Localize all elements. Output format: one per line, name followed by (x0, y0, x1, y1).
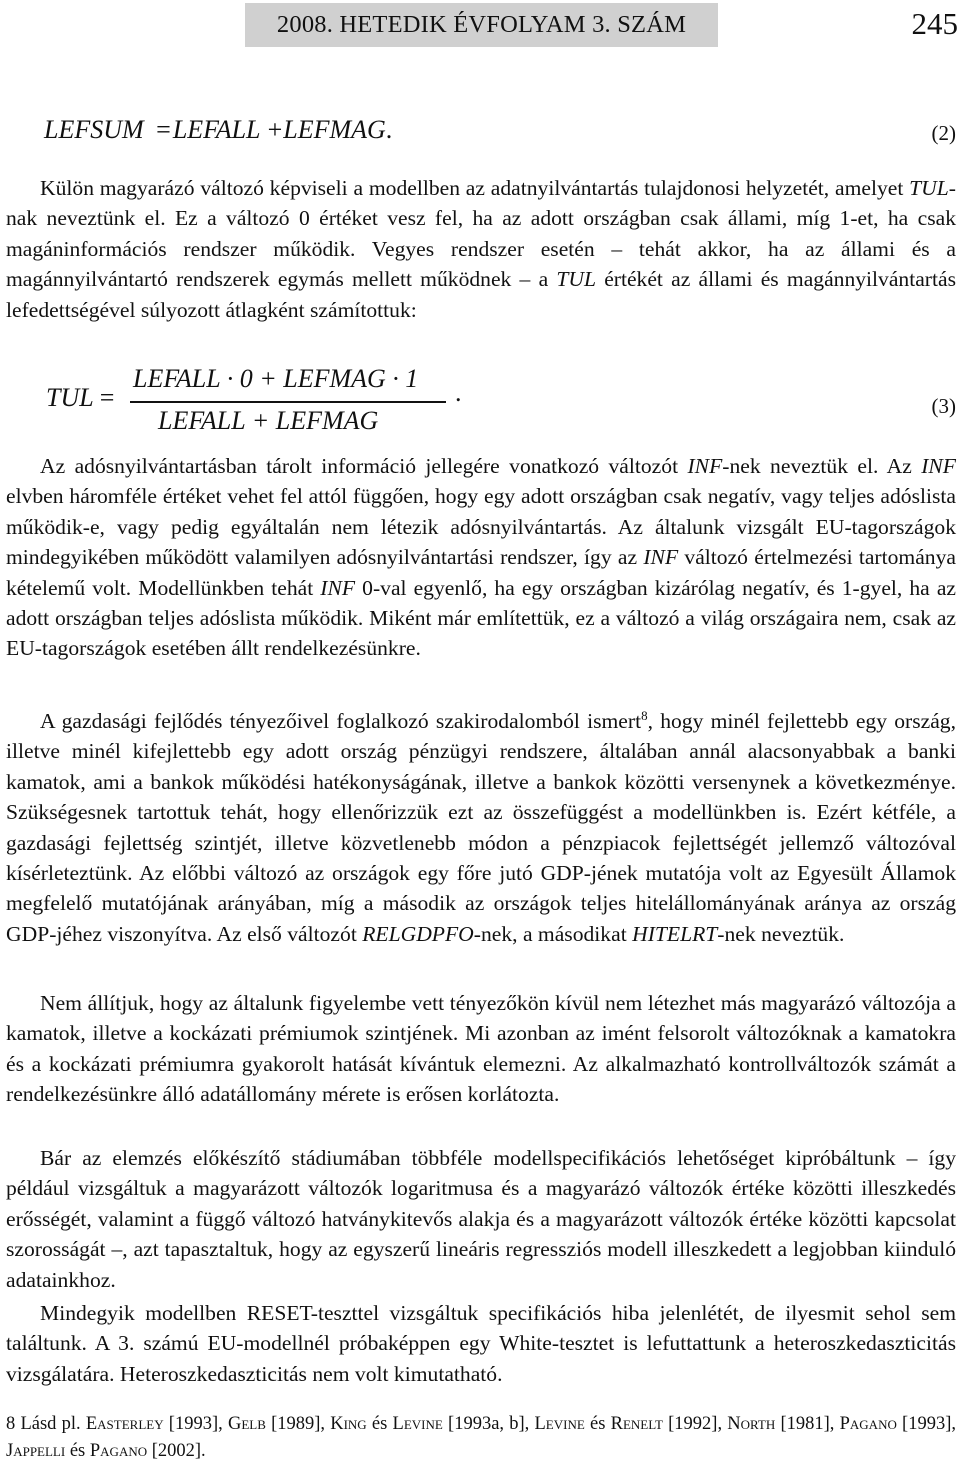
p6-text: Mindegyik modellben RESET-teszttel vizsgáltuk specifikációs hiba jelenlétét, de ilyesmit sehol sem találtunk. A 3. számú EU-modellnél próbaképpen egy White-tesztet is lefuttattunk a heteroszkedaszticitás vizsgálatára. Heteroszkedaszticitás nem volt kimutatható. (6, 1301, 956, 1386)
eq2-equals: = (156, 115, 171, 144)
footnote-reference[interactable]: 8 (641, 707, 648, 723)
p4-text: Nem állítjuk, hogy az általunk figyelembe vett tényezőkön kívül nem létezhet más magyarázó változója a kamatok, illetve a kockázati prémiumok szintjének. Mi azonban az imént felsorolt változóknak a kamatokra és a kockázati prémiumra gyakorolt hatását kívántuk elemezni. Az alkalmazható kontrollváltozók számát a rendelkezésünkre álló adatállomány mérete is erősen korlátozta. (6, 991, 956, 1107)
paragraph-other-factors (6, 988, 956, 1110)
author: Pagano (89, 1441, 148, 1461)
paragraph-information-type (6, 451, 956, 664)
eq2-term1: LEFALL (172, 115, 261, 144)
author: Levine (392, 1414, 443, 1434)
journal-issue-label: 2008. HETEDIK ÉVFOLYAM 3. SZÁM (276, 11, 687, 38)
page-number: 245 (911, 6, 958, 41)
variable-hitelrt: HITELRT (632, 921, 718, 946)
eq3-numerator: LEFALL · 0 + LEFMAG · 1 (133, 364, 419, 393)
equation-2 (0, 115, 960, 149)
p1-text-1: Külön magyarázó változó képviseli a modellben az adatnyilvántartás tulajdonosi helyzetét, amelyet (40, 176, 910, 200)
eq3-period: . (455, 378, 462, 407)
fraction-bar (130, 401, 446, 403)
equation-2-body (44, 115, 392, 145)
footnote-label: 8 Lásd pl. (6, 1414, 86, 1434)
p2-text-4: változó értelmezési tartománya kételemű volt. Modellünkben tehát (6, 545, 956, 600)
footnote-text: [2002]. (147, 1441, 206, 1461)
eq3-lhs-var: TUL (46, 383, 94, 412)
variable-relgdpfo: RELGDPFO (362, 921, 474, 946)
footnote-text: és (366, 1414, 393, 1434)
equation-3 (0, 364, 960, 440)
author: Levine (534, 1414, 585, 1434)
variable-inf: INF (643, 545, 679, 570)
paragraph-tests (6, 1298, 956, 1389)
author: Pagano (839, 1414, 897, 1434)
author: Easterley (85, 1414, 164, 1434)
variable-inf: INF (320, 575, 356, 600)
footnote-text: [1992], (662, 1414, 728, 1434)
paragraph-ownership (6, 173, 956, 325)
footnote-8 (6, 1411, 956, 1465)
eq2-plus: + (267, 115, 283, 144)
footnote-text: [1981], (775, 1414, 840, 1434)
p1-text-2: -nak neveztünk el. Ez a változó 0 értéket vesz fel, ha az adott országban csak állami, míg 1-et, ha csak magáninformációs rendszer működik. Vegyes rendszer esetén – tehát akkor, ha az állami és a magánnyilvántartó rendszerek egymás mellett működnek – a (6, 176, 956, 292)
p2-text-2: -nek neveztük el. Az (722, 454, 922, 478)
p3-text-1: A gazdasági fejlődés tényezőivel foglalkozó szakirodalomból ismert (40, 709, 642, 733)
eq2-term2: LEFMAG (283, 115, 386, 144)
author: Jappelli (6, 1441, 66, 1461)
p5-text: Bár az elemzés előkészítő stádiumában többféle modellspecifikációs lehetőséget kipróbáltunk – így például vizsgáltuk a magyarázott változók logaritmusa és a magyarázó változók értéke közötti illeszkedés erősségét, valamint a függő változó hatványkitevős alakja és a magyarázott változók értéke közötti kapcsolat szorosságát –, azt tapasztaltuk, hogy az egyszerű lineáris regressziós modell illeszkedett a legjobban kiinduló adatainkhoz. (6, 1146, 956, 1292)
running-header (245, 3, 718, 47)
footnote-text: és (584, 1414, 611, 1434)
eq3-denominator: LEFALL + LEFMAG (158, 406, 379, 435)
p2-text-5: 0-val egyenlő, ha egy országban kizárólag negatív, és 1-gyel, ha az adott országban teljes adóslista működik. Miként már említettük, ez a változó a világ országaira nem, csak az EU-tagországok esetében állt rendelkezésünkre. (6, 575, 956, 661)
variable-tul: TUL (556, 267, 596, 292)
p2-text-3: elvben háromféle értéket vehet fel attól függően, hogy egy adott országban csak negatív, vagy teljes adóslista működik-e, vagy pedig egyáltalán nem létezik adósnyilvántartás. Az általunk vizsgált EU-tagországok mindegyikében működött valamilyen adósnyilvántartási rendszer, így az (6, 484, 956, 570)
eq3-equals: = (99, 383, 115, 412)
footnote-text: és (65, 1441, 90, 1461)
equation-3-number: (3) (931, 394, 956, 418)
equation-2-number: (2) (931, 121, 956, 145)
author: Renelt (610, 1414, 663, 1434)
p1-text-3: értékét az állami és magánnyilvántartás lefedettségével súlyozott átlagként számítottuk: (6, 267, 956, 322)
eq2-period: . (385, 115, 393, 144)
footnote-text: [1993], (163, 1414, 228, 1434)
footnote-text: [1993a, b], (442, 1414, 535, 1434)
variable-tul: TUL (909, 176, 949, 200)
paragraph-model-specification (6, 1143, 956, 1295)
author: North (727, 1414, 776, 1434)
paragraph-economic-development (6, 706, 956, 949)
p2-text-1: Az adósnyilvántartásban tárolt információ jellegére vonatkozó változót (40, 454, 688, 478)
eq2-lhs: LEFSUM (44, 115, 144, 144)
p3-text-2: , hogy minél fejlettebb egy ország, illetve minél kifejlettebb egy adott ország pénzügyi rendszere, általában annál alacsonyabbak a banki kamatok, ami a bankok működési hatékonyságának, illetve a bankok közötti versenynek a következménye. Szükségesnek tartottuk tehát, hogy ellenőrizzük ezt az összefüggést a modellünkben is. Ezért kétféle, a gazdasági fejlettség szintjét, illetve közvetlenebb módon a pénzpiacok fejlettségét jellemző változóval kísérleteztünk. Az előbbi változó az országok egy főre jutó GDP-jének mutatója volt az Egyesült Államok megfelelő mutatójának arányában, míg a második az országok teljes hitelállományának aránya az ország GDP-jéhez viszonyítva. Az első változót (6, 709, 956, 946)
variable-inf: INF (687, 454, 723, 478)
p3-text-3: -nek, a másodikat (473, 921, 633, 946)
author: King (330, 1414, 367, 1434)
footnote-text: [1989], (265, 1414, 331, 1434)
p3-text-4: -nek neveztük. (717, 921, 845, 946)
author: Gelb (227, 1414, 266, 1434)
eq3-lhs (46, 383, 114, 413)
footnote-text: [1993], (896, 1414, 956, 1434)
variable-inf: INF (921, 454, 956, 478)
